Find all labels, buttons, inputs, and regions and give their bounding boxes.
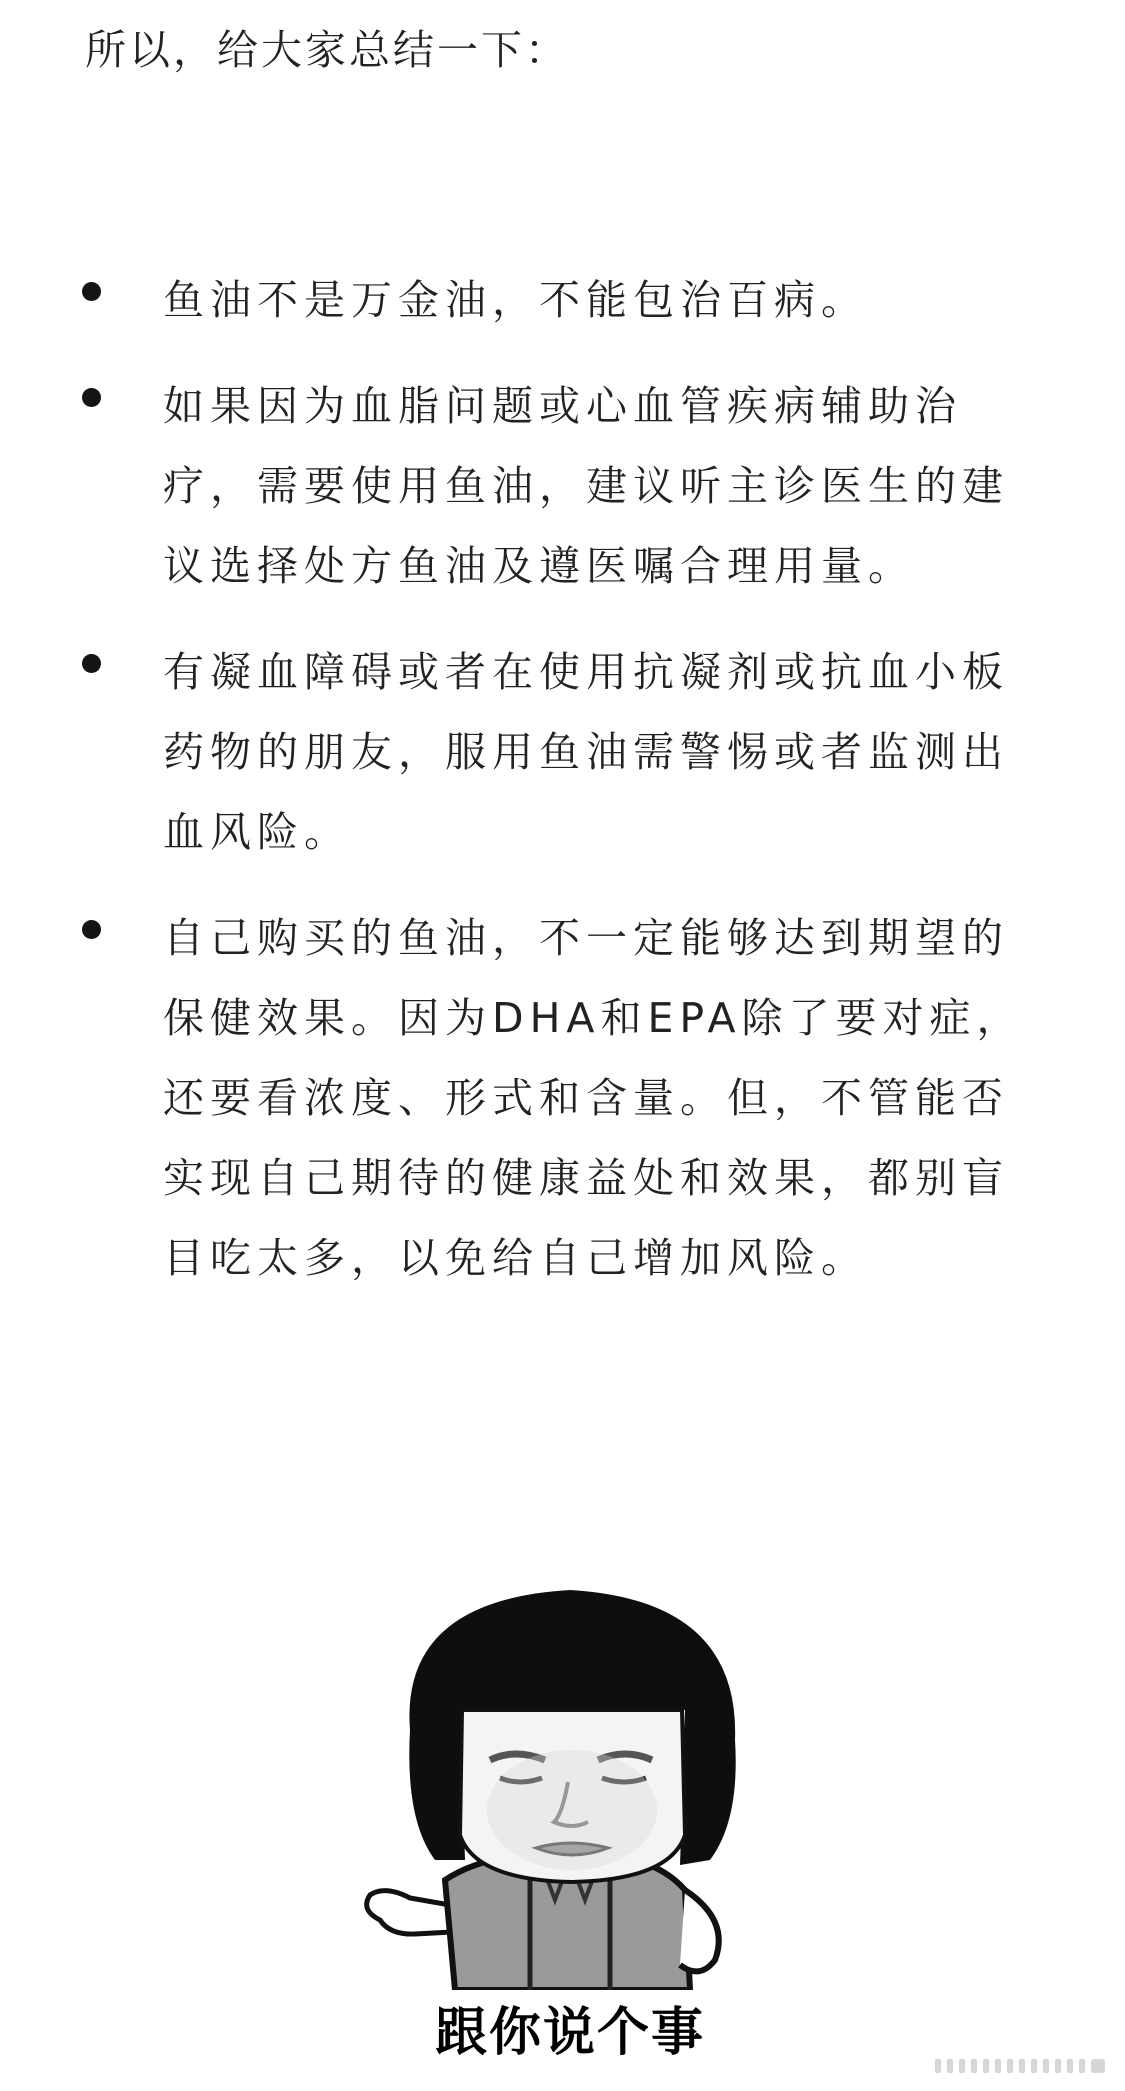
list-item <box>0 366 1125 606</box>
list-item-text: 鱼油不是万金油，不能包治百病。 <box>163 276 868 324</box>
bullet-dot-icon <box>82 654 101 673</box>
list-item-text: 如果因为血脂问题或心血管疾病辅助治疗，需要使用鱼油，建议听主诊医生的建议选择处方鱼油及遵医嘱合理用量。 <box>163 382 1009 590</box>
watermark-logo <box>915 2045 1115 2085</box>
meme-caption: 跟你说个事 <box>434 2003 705 2063</box>
list-item <box>0 632 1125 872</box>
list-item <box>0 260 1125 340</box>
summary-list <box>0 260 1125 1324</box>
meme-character-illustration <box>340 1560 800 1990</box>
list-item-text: 有凝血障碍或者在使用抗凝剂或抗血小板药物的朋友，服用鱼油需警惕或者监测出血风险。 <box>163 648 1009 856</box>
intro-text: 所以，给大家总结一下： <box>85 26 569 74</box>
bullet-dot-icon <box>82 920 101 939</box>
bullet-dot-icon <box>82 388 101 407</box>
meme-sticker <box>340 1560 800 2085</box>
list-item-text: 自己购买的鱼油，不一定能够达到期望的保健效果。因为DHA和EPA除了要对症，还要看浓度、形式和含量。但，不管能否实现自己期待的健康益处和效果，都别盲目吃太多，以免给自己增加风险。 <box>163 914 1024 1282</box>
list-item <box>0 898 1125 1298</box>
bullet-dot-icon <box>82 282 101 301</box>
